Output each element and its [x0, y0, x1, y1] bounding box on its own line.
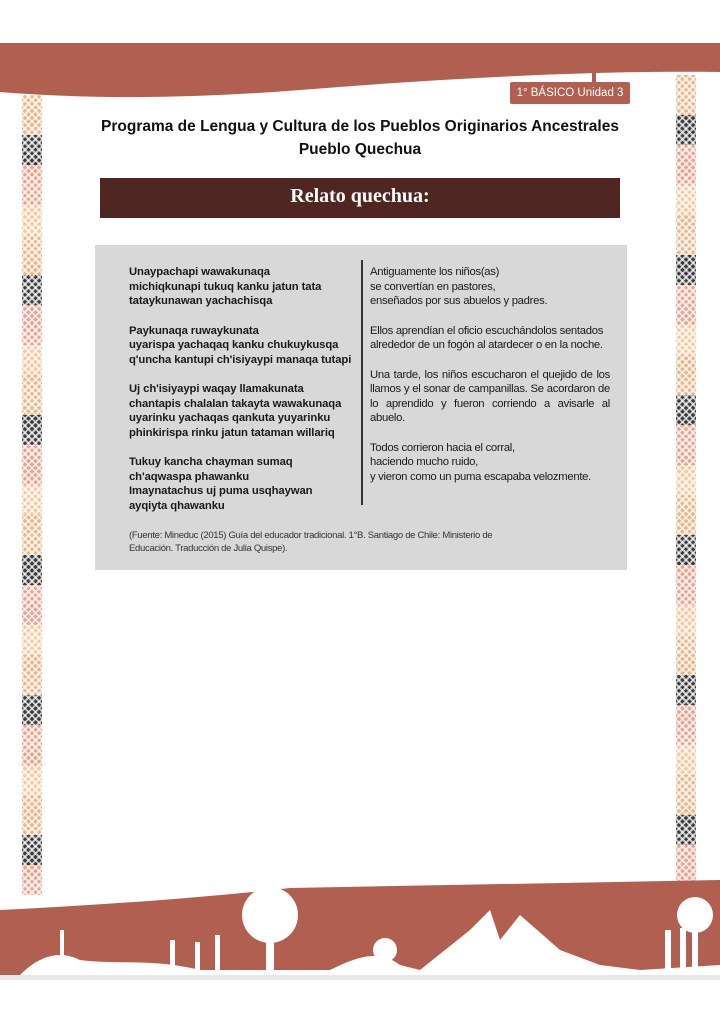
grade-unit-badge: 1° BÁSICO Unidad 3 [510, 82, 630, 104]
quechua-paragraph: Uj ch'isiyaypi waqay llamakunata chantapis chalalan takayta wawakunaqa uyarinku yachaqas qankuta yuyarinku phinkirispa rinku jatun tataman willariq [129, 383, 342, 439]
woven-border-left [22, 95, 42, 895]
people-title: Pueblo Quechua [298, 141, 422, 158]
spanish-paragraph: Una tarde, los niños escucharon el quejido de los llamos y el sonar de campanillas. Se acordaron de lo aprendido y fueron corriendo a avisarle al abuelo. [370, 368, 610, 424]
section-title: Relato quechua: [100, 178, 620, 218]
source-citation: (Fuente: Mineduc (2015) Guía del educador tradicional. 1°B. Santiago de Chile: Ministerio de Educación. Traducción de Julia Quispe). [129, 530, 493, 554]
quechua-paragraph: Paykunaqa ruwaykunata uyarispa yachaqaq kanku chukuykusqa q'uncha kantupi ch'isiyaypi manaqa tutapi [129, 324, 352, 366]
story-box [95, 245, 627, 570]
program-title: Programa de Lengua y Cultura de los Pueblos Originarios Ancestrales [101, 118, 619, 135]
woven-border-right [676, 75, 696, 895]
spanish-paragraph: Antiguamente los niños(as) se convertían en pastores, enseñados por sus abuelos y padres. [370, 266, 548, 307]
spanish-paragraph: Ellos aprendían el oficio escuchándolos sentados alrededor de un fogón al atardecer o en la noche. [370, 324, 604, 351]
quechua-paragraph: Unaypachapi wawakunaqa michiqkunapi tukuq kanku jatun tata tataykunawan yachachisqa [129, 266, 322, 307]
landscape-footer-illustration [0, 870, 720, 980]
quechua-column [129, 265, 354, 528]
quechua-paragraph: Tukuy kancha chayman sumaq ch'aqwaspa phawanku Imaynatachus uj puma usqhaywan ayqiyta qhawanku [129, 456, 313, 512]
column-divider [361, 260, 363, 505]
spanish-paragraph: Todos corrieron hacia el corral, haciendo mucho ruido, y vieron como un puma escapaba velozmente. [370, 441, 592, 483]
spanish-column [370, 265, 610, 499]
